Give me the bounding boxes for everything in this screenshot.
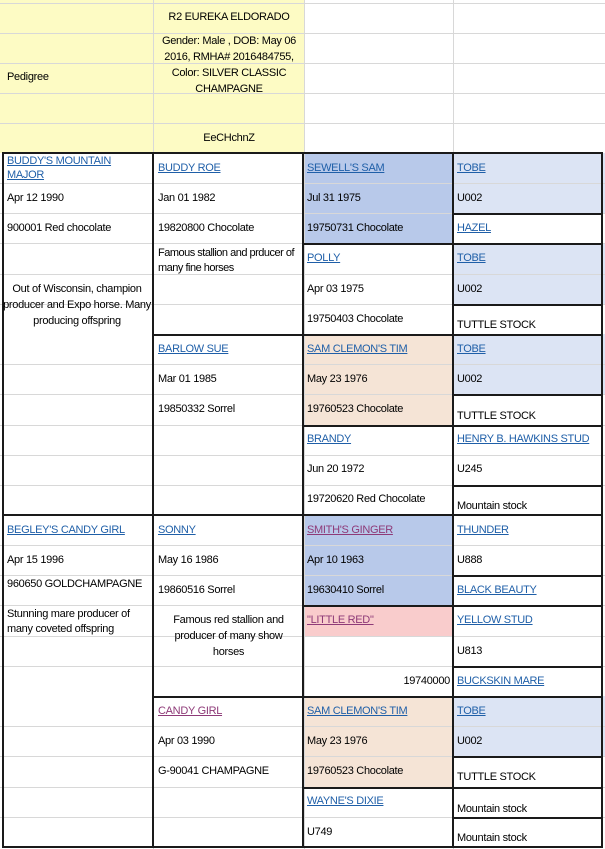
- polly-dob: Apr 03 1975: [307, 283, 364, 295]
- dam-notes: Stunning mare producer of many coveted offspring: [7, 608, 130, 635]
- gen4-black-beauty-link[interactable]: BLACK BEAUTY: [457, 584, 537, 596]
- sire-reg: 900001 Red chocolate: [7, 222, 112, 234]
- gen4-tuttle-3: TUTTLE STOCK: [457, 771, 536, 783]
- gen4-thunder-link[interactable]: THUNDER: [457, 524, 509, 536]
- little-red-link[interactable]: "LITTLE RED": [307, 614, 374, 626]
- sewells-sam-dob: Jul 31 1975: [307, 192, 361, 204]
- brandy-reg: 19720620 Red Chocolate: [307, 493, 426, 505]
- gen4-yellow-stud-link[interactable]: YELLOW STUD: [457, 614, 533, 626]
- buddy-roe-notes: Famous stallion and prducer of many fine horses: [158, 247, 295, 274]
- waynes-dixie-link[interactable]: WAYNE'S DIXIE: [307, 795, 384, 807]
- barlow-sue-link[interactable]: BARLOW SUE: [158, 343, 229, 355]
- gen4-tobe-link-1[interactable]: TOBE: [457, 162, 486, 174]
- horse-genotype: EeCHchnZ: [203, 132, 255, 144]
- dam-reg: 960650 GOLDCHAMPAGNE: [7, 578, 143, 590]
- sam-clemons-tim-dob-2: May 23 1976: [307, 735, 368, 747]
- sire-dob: Apr 12 1990: [7, 192, 64, 204]
- smiths-ginger-reg: 19630410 Sorrel: [307, 584, 384, 596]
- gen4-tobe-link-4[interactable]: TOBE: [457, 705, 486, 717]
- gen4-hazel-link[interactable]: HAZEL: [457, 222, 491, 234]
- gen4-mountain-1: Mountain stock: [457, 500, 527, 512]
- gen4-tuttle-2: TUTTLE STOCK: [457, 410, 536, 422]
- gen4-code-6: U813: [457, 645, 483, 657]
- polly-link[interactable]: POLLY: [307, 252, 341, 264]
- buddy-roe-reg: 19820800 Chocolate: [158, 222, 255, 234]
- sonny-reg: 19860516 Sorrel: [158, 584, 235, 596]
- sam-clemons-tim-reg-1: 19760523 Chocolate: [307, 403, 404, 415]
- gen4-code-2: U002: [457, 283, 483, 295]
- sam-clemons-tim-dob-1: May 23 1976: [307, 373, 368, 385]
- gen4-code-5: U888: [457, 554, 483, 566]
- pedigree-label: Pedigree: [7, 71, 49, 83]
- gen4-code-7: U002: [457, 735, 483, 747]
- smiths-ginger-dob: Apr 10 1963: [307, 554, 364, 566]
- gen4-henry-hawkins-link[interactable]: HENRY B. HAWKINS STUD: [457, 433, 590, 445]
- polly-reg: 19750403 Chocolate: [307, 313, 404, 325]
- sire-name-link[interactable]: BUDDY'S MOUNTAIN MAJOR: [7, 155, 112, 181]
- sam-clemons-tim-link-2[interactable]: SAM CLEMON'S TIM: [307, 705, 408, 717]
- sire-block-border: [2, 152, 154, 516]
- sonny-link[interactable]: SONNY: [158, 524, 196, 536]
- dam-name-link[interactable]: BEGLEY'S CANDY GIRL: [7, 524, 125, 536]
- gen4-tobe-link-2[interactable]: TOBE: [457, 252, 486, 264]
- gen4-code-3: U002: [457, 373, 483, 385]
- gen4-mountain-2: Mountain stock: [457, 803, 527, 815]
- gen4-mountain-3: Mountain stock: [457, 832, 527, 844]
- buddy-roe-dob: Jan 01 1982: [158, 192, 216, 204]
- gen4-tuttle-1: TUTTLE STOCK: [457, 319, 536, 331]
- gen4-tobe-link-3[interactable]: TOBE: [457, 343, 486, 355]
- sewells-sam-reg: 19750731 Chocolate: [307, 222, 404, 234]
- horse-details: Gender: Male , DOB: May 06 2016, RMHA# 2016484755, Color: SILVER CLASSIC CHAMPAGNE: [161, 35, 297, 95]
- sam-clemons-tim-link-1[interactable]: SAM CLEMON'S TIM: [307, 343, 408, 355]
- sam-clemons-tim-reg-2: 19760523 Chocolate: [307, 765, 404, 777]
- gen4-buckskin-mare-link[interactable]: BUCKSKIN MARE: [457, 675, 545, 687]
- waynes-dixie-reg: U749: [307, 826, 333, 838]
- barlow-sue-reg: 19850332 Sorrel: [158, 403, 235, 415]
- little-red-reg: 19740000: [403, 675, 450, 687]
- candy-girl-link[interactable]: CANDY GIRL: [158, 705, 223, 717]
- sonny-dob: May 16 1986: [158, 554, 219, 566]
- barlow-sue-dob: Mar 01 1985: [158, 373, 217, 385]
- sonny-notes: Famous red stallion and producer of many show horses: [173, 614, 284, 658]
- sire-notes: Out of Wisconsin, champion producer and Expo horse. Many producing offspring: [3, 283, 151, 327]
- brandy-dob: Jun 20 1972: [307, 463, 365, 475]
- candy-girl-dob: Apr 03 1990: [158, 735, 215, 747]
- brandy-link[interactable]: BRANDY: [307, 433, 352, 445]
- gen4-code-4: U245: [457, 463, 483, 475]
- sewells-sam-link[interactable]: SEWELL'S SAM: [307, 162, 385, 174]
- buddy-roe-link[interactable]: BUDDY ROE: [158, 162, 221, 174]
- dam-dob: Apr 15 1996: [7, 554, 64, 566]
- horse-name: R2 EUREKA ELDORADO: [168, 11, 290, 23]
- gen4-code-1: U002: [457, 192, 483, 204]
- candy-girl-reg: G-90041 CHAMPAGNE: [158, 765, 269, 777]
- smiths-ginger-link[interactable]: SMITH'S GINGER: [307, 524, 393, 536]
